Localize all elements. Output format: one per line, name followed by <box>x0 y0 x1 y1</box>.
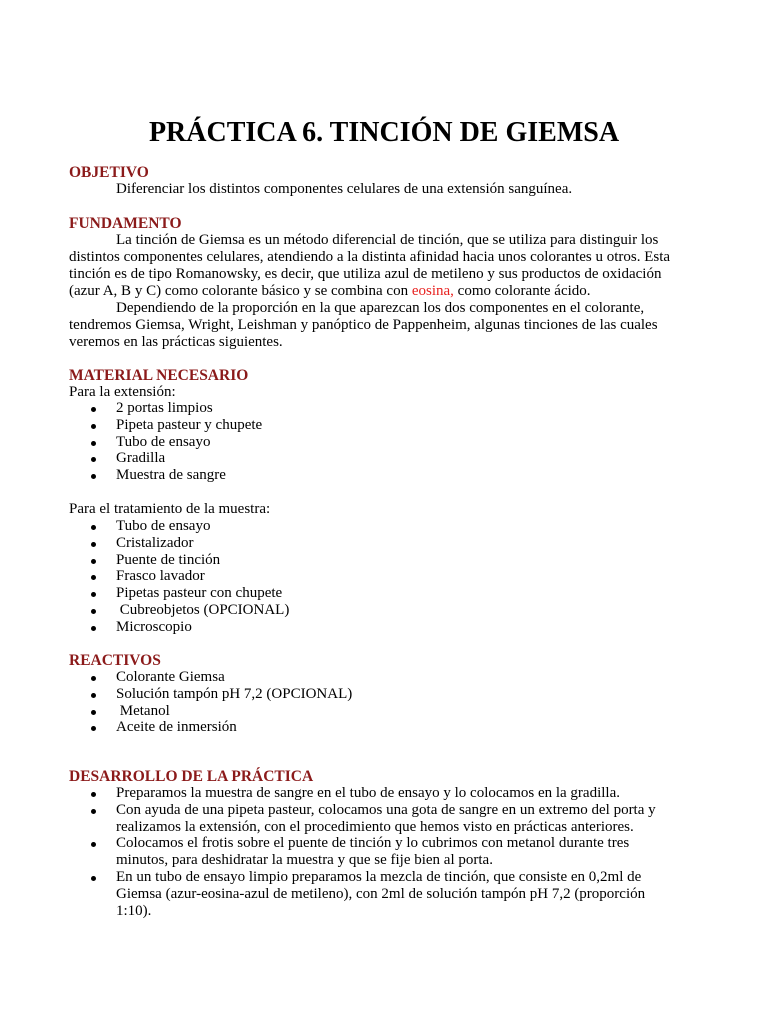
reactivos-list <box>69 669 352 736</box>
list-item-continuation <box>69 819 656 836</box>
list-item-text: 2 portas limpios <box>116 400 213 416</box>
list-item-text: Solución tampón pH 7,2 (OPCIONAL) <box>116 685 353 702</box>
list-item <box>69 467 262 484</box>
list-item-text: Aceite de inmersión <box>116 719 237 736</box>
bullet-icon <box>91 626 96 631</box>
list-item <box>69 785 656 802</box>
section-heading-reactivos: REACTIVOS <box>69 652 161 669</box>
list-item <box>69 602 289 619</box>
list-item <box>69 835 656 852</box>
bullet-icon <box>91 525 96 530</box>
list-item-text: 1:10). <box>116 902 152 919</box>
bullet-icon <box>91 575 96 580</box>
list-item-text: Con ayuda de una pipeta pasteur, colocamos una gota de sangre en un extremo del porta y <box>116 801 656 818</box>
bullet-icon <box>91 676 96 681</box>
bullet-icon <box>91 842 96 847</box>
list-item-text: Pipeta pasteur y chupete <box>116 416 263 433</box>
eosina-highlight: eosina, <box>411 283 454 299</box>
list-item <box>69 417 262 434</box>
bullet-icon <box>91 424 96 429</box>
bullet-icon <box>91 474 96 479</box>
section-heading-material: MATERIAL NECESARIO <box>69 367 249 384</box>
tratamiento-list <box>69 518 289 636</box>
bullet-icon <box>91 441 96 446</box>
tratamiento-label: Para el tratamiento de la muestra: <box>69 501 271 517</box>
list-item <box>69 585 289 602</box>
fundamento-line: La tinción de Giemsa es un método diferencial de tinción, que se utiliza para distinguir los <box>116 232 659 248</box>
fundamento-line: veremos en las prácticas siguientes. <box>69 334 283 350</box>
list-item-text: Tubo de ensayo <box>116 518 211 534</box>
list-item-text: Frasco lavador <box>116 568 205 585</box>
list-item-text: Cubreobjetos (OPCIONAL) <box>116 601 290 618</box>
list-item-text: En un tubo de ensayo limpio preparamos la mezcla de tinción, que consiste en 0,2ml de <box>116 868 642 885</box>
objetivo-text: Diferenciar los distintos componentes celulares de una extensión sanguínea. <box>116 181 573 197</box>
page-title: PRÁCTICA 6. TINCIÓN DE GIEMSA <box>148 117 620 148</box>
list-item-text: Metanol <box>116 702 170 719</box>
list-item <box>69 518 289 535</box>
list-item-text: Colocamos el frotis sobre el puente de tinción y lo cubrimos con metanol durante tres <box>116 835 630 852</box>
list-item-continuation <box>69 852 656 869</box>
bullet-icon <box>91 542 96 547</box>
list-item-text: realizamos la extensión, con el procedimiento que hemos visto en prácticas anteriores. <box>116 818 634 835</box>
bullet-icon <box>91 457 96 462</box>
list-item <box>69 802 656 819</box>
list-item <box>69 434 262 451</box>
list-item-text: Microscopio <box>116 618 192 635</box>
bullet-icon <box>91 592 96 597</box>
extension-list <box>69 400 262 484</box>
list-item-text: minutos, para deshidratar la muestra y que se fije bien al porta. <box>116 852 493 869</box>
section-heading-fundamento: FUNDAMENTO <box>69 215 182 232</box>
list-item-text: Giemsa (azur-eosina-azul de metileno), con 2ml de solución tampón pH 7,2 (proporción <box>116 885 646 902</box>
list-item <box>69 450 262 467</box>
list-item-continuation <box>69 903 656 920</box>
list-item-text: Tubo de ensayo <box>116 433 211 450</box>
list-item <box>69 400 262 417</box>
desarrollo-list <box>69 785 656 919</box>
list-item <box>69 703 352 720</box>
list-item <box>69 552 289 569</box>
bullet-icon <box>91 407 96 412</box>
list-item <box>69 669 352 686</box>
list-item-text: Puente de tinción <box>116 551 221 568</box>
list-item-text: Pipetas pasteur con chupete <box>116 585 283 602</box>
list-item-text: Colorante Giemsa <box>116 669 225 685</box>
bullet-icon <box>91 809 96 814</box>
fundamento-line: Dependiendo de la proporción en la que aparezcan los dos componentes en el colorante, <box>116 300 645 316</box>
section-heading-objetivo: OBJETIVO <box>69 164 149 181</box>
list-item <box>69 869 656 886</box>
list-item-text: Gradilla <box>116 450 166 467</box>
extension-label: Para la extensión: <box>69 384 176 400</box>
list-item <box>69 535 289 552</box>
list-item <box>69 568 289 585</box>
bullet-icon <box>91 726 96 731</box>
list-item-text: Preparamos la muestra de sangre en el tubo de ensayo y lo colocamos en la gradilla. <box>116 785 620 801</box>
list-item-text: Muestra de sangre <box>116 467 226 484</box>
fundamento-line: tendremos Giemsa, Wright, Leishman y panóptico de Pappenheim, algunas tinciones de las cuales <box>69 317 658 333</box>
list-item <box>69 719 352 736</box>
bullet-icon <box>91 693 96 698</box>
list-item <box>69 686 352 703</box>
fundamento-line <box>69 283 591 300</box>
list-item-continuation <box>69 886 656 903</box>
fundamento-line: distintos componentes celulares, atendiendo a la distinta afinidad hacia unos colorantes u otros. Esta <box>69 249 671 265</box>
fundamento-text: (azur A, B y C) como colorante básico y se combina con <box>69 283 412 299</box>
fundamento-text: como colorante ácido. <box>453 283 591 299</box>
list-item <box>69 619 289 636</box>
bullet-icon <box>91 792 96 797</box>
bullet-icon <box>91 559 96 564</box>
section-heading-desarrollo: DESARROLLO DE LA PRÁCTICA <box>69 768 314 785</box>
bullet-icon <box>91 876 96 881</box>
list-item-text: Cristalizador <box>116 534 194 551</box>
bullet-icon <box>91 609 96 614</box>
fundamento-line: tinción es de tipo Romanowsky, es decir, que utiliza azul de metileno y sus productos de oxidación <box>69 266 662 282</box>
bullet-icon <box>91 710 96 715</box>
